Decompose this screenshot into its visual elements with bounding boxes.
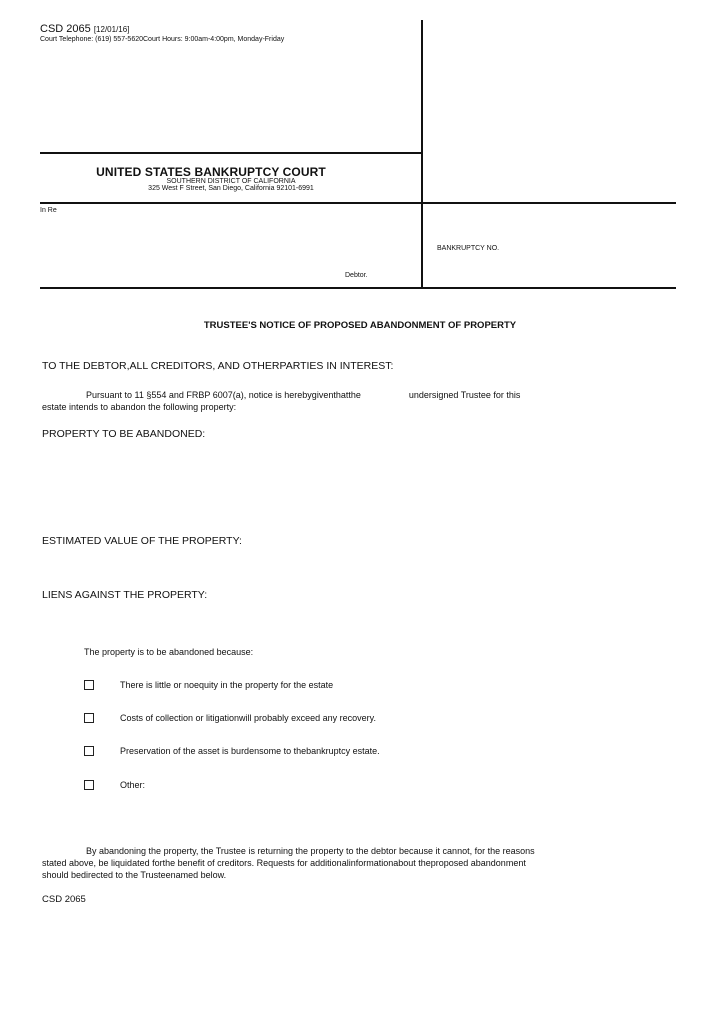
reason-option-other[interactable] bbox=[84, 780, 145, 790]
reason-label: Preservation of the asset is burdensome to thebankruptcy estate. bbox=[120, 746, 380, 756]
liens-heading: LIENS AGAINST THE PROPERTY: bbox=[42, 589, 208, 601]
closing-paragraph-line2: stated above, be liquidated forthe benefit of creditors. Requests for additionalinformationabout theproposed abandonment bbox=[42, 858, 526, 868]
abandon-reason-intro: The property is to be abandoned because: bbox=[84, 647, 254, 657]
court-district: SOUTHERN DISTRICT OF CALIFORNIA bbox=[166, 178, 296, 185]
checkbox-costs[interactable] bbox=[84, 713, 94, 723]
in-re-label: In Re bbox=[40, 207, 57, 214]
property-heading: PROPERTY TO BE ABANDONED: bbox=[42, 428, 206, 440]
court-contact: Court Telephone: (619) 557-5620Court Hours: 9:00am-4:00pm, Monday-Friday bbox=[40, 36, 285, 43]
reason-label: Costs of collection or litigationwill probably exceed any recovery. bbox=[120, 713, 376, 723]
header-vertical-divider bbox=[421, 20, 423, 288]
reason-option-burdensome[interactable] bbox=[84, 746, 380, 756]
form-number bbox=[40, 23, 129, 35]
caption-top-rule bbox=[40, 202, 676, 204]
form-number-text: CSD 2065 bbox=[40, 23, 91, 35]
court-title-rule bbox=[40, 152, 423, 154]
caption-bottom-rule bbox=[40, 287, 676, 289]
closing-paragraph-line1: By abandoning the property, the Trustee is returning the property to the debtor because it cannot, for the reasons bbox=[86, 846, 535, 856]
footer-form-number: CSD 2065 bbox=[42, 894, 86, 905]
reason-label: Other: bbox=[120, 780, 146, 790]
notice-title: TRUSTEE'S NOTICE OF PROPOSED ABANDONMENT OF PROPERTY bbox=[203, 320, 517, 331]
notice-paragraph-line1a: Pursuant to 11 §554 and FRBP 6007(a), notice is herebygiventhatthe bbox=[86, 390, 361, 400]
closing-paragraph bbox=[42, 845, 678, 881]
closing-paragraph-line3: should bedirected to the Trusteenamed below. bbox=[42, 870, 227, 880]
reason-option-costs[interactable] bbox=[84, 713, 376, 723]
court-address: 325 West F Street, San Diego, California 92101-6991 bbox=[148, 185, 314, 192]
reason-option-no-equity[interactable] bbox=[84, 680, 333, 690]
checkbox-burdensome[interactable] bbox=[84, 746, 94, 756]
form-revision: [12/01/16] bbox=[93, 25, 130, 34]
value-heading: ESTIMATED VALUE OF THE PROPERTY: bbox=[42, 535, 242, 547]
notice-paragraph bbox=[42, 389, 662, 413]
reason-label: There is little or noequity in the property for the estate bbox=[120, 680, 334, 690]
notice-paragraph-line2: estate intends to abandon the following property: bbox=[42, 402, 237, 412]
checkbox-other[interactable] bbox=[84, 780, 94, 790]
bankruptcy-no-label: BANKRUPTCY NO. bbox=[437, 245, 500, 252]
addressee-line: TO THE DEBTOR,ALL CREDITORS, AND OTHERPARTIES IN INTEREST: bbox=[42, 360, 394, 372]
checkbox-no-equity[interactable] bbox=[84, 680, 94, 690]
notice-paragraph-line1b: undersigned Trustee for this bbox=[408, 390, 521, 400]
debtor-label: Debtor. bbox=[345, 272, 368, 279]
court-name: UNITED STATES BANKRUPTCY COURT bbox=[96, 165, 326, 179]
